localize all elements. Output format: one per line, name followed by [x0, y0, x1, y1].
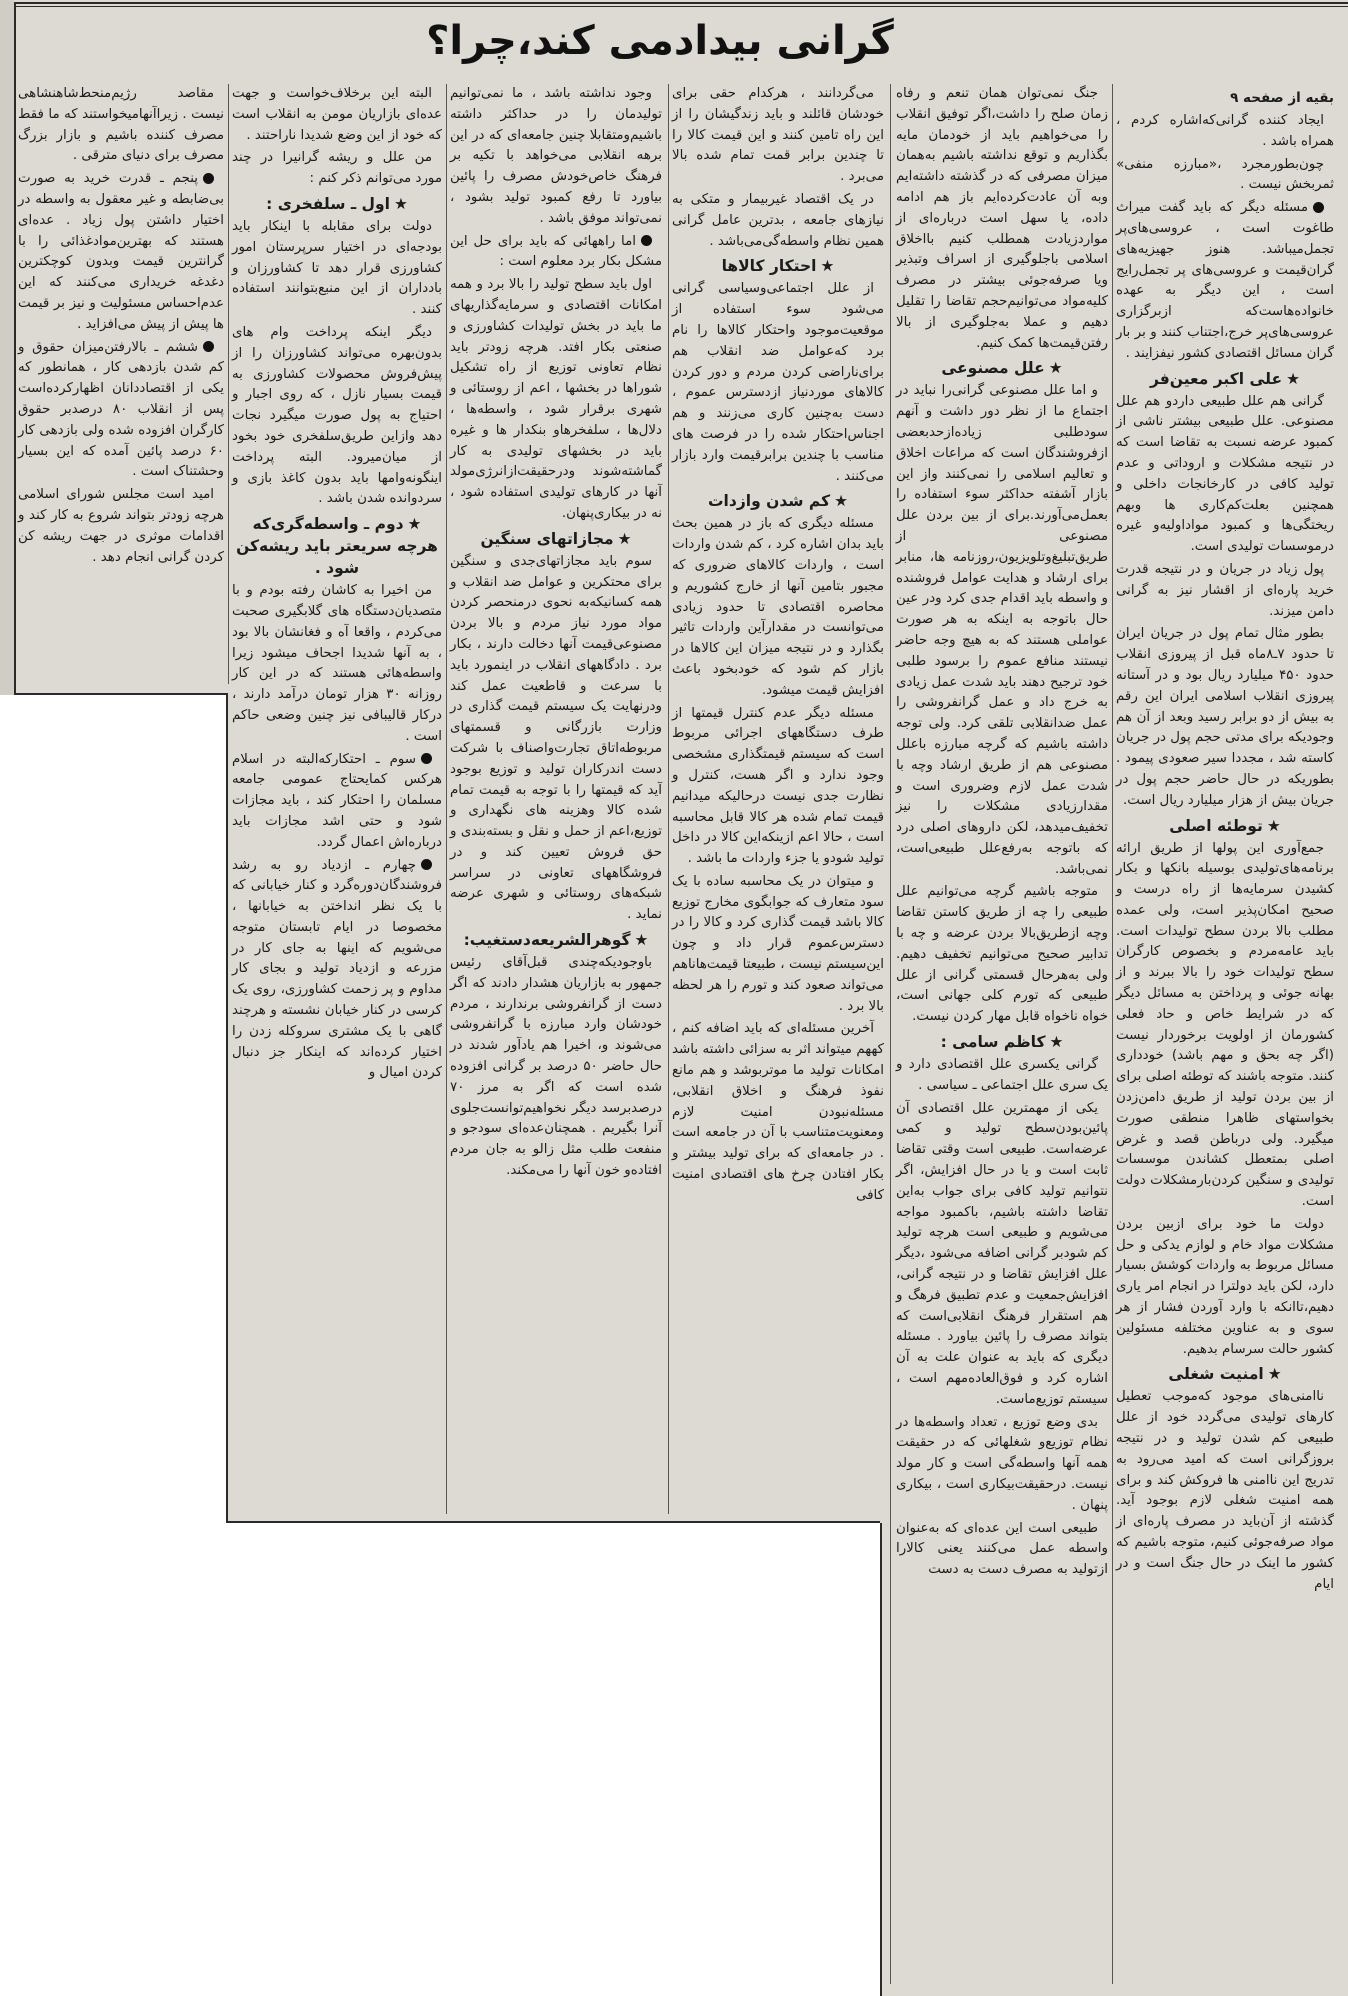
- paragraph: سوم باید مجازاتهای‌جدی و سنگین برای محتکرین و عوامل ضد انقلاب و همه کسانیکه‌به نحوی درمنحصر کردن مواد مورد نیاز مردم و بالا بردن مصنوعی‌قیمت آنها دخالت دارند ، بکار برد . دادگاههای انقلاب در اینمورد باید با سرعت و قاطعیت عمل کند ودرنهایت یک سیستم قیمت گذاری در وزارت بازرگانی و قسمتهای مربوطه‌اتاق تجارت‌و‌اصناف با شرکت دست اندرکاران تولید و توزیع بوجود آید که قیمتها را با توجه به قیمت تمام شده کالا وهزینه های نگهداری و توزیع،اعم از حمل و نقل و بسته‌بندی و حق فروش تعیین کند و در فروشگاههای تعاونی در سراسر شبکه‌های روستائی و شهری عرضه نماید .: [450, 553, 662, 923]
- paragraph: می‌گردانند ، هرکدام حقی برای خودشان قائلند و باید زندگیشان را از این راه تامین کنند و این قیمت کالا را تا چندین برابر قمت تمام شده بالا می‌برد .: [672, 86, 884, 185]
- bullet-icon: [421, 753, 432, 764]
- star-icon: ★: [820, 257, 835, 276]
- star-icon: ★: [1048, 359, 1063, 378]
- bullet-paragraph: [450, 232, 662, 274]
- paragraph: بطور مثال تمام پول در جریان ایران تا حدود ۷ـ۸ماه قبل از پیروزی انقلاب حدود ۴۵۰ میلیارد ریال بود و در آستانه پیروزی انقلاب اسلامی ایران این رقم به بیش از دو برابر رسید وبعد از آن هم وجودیکه برای مدتی حجم پول در جریان کاسته شد ، مجددا سیر صعودی پیمود . بطوریکه در حال حاضر حجم پول در جریان بیش از هزار میلیارد ریال است.: [1116, 626, 1334, 808]
- paragraph: مقاصد رژیم‌منحط‌شاهنشاهی نیست . زیراآنهامیخواستند که ما فقط مصرف کننده باشیم و بازار بزرگ مصرف برای دنیای مترقی .: [18, 86, 224, 164]
- paragraph: در یک اقتصاد غیربیمار و متکی به نیازهای جامعه ، بدترین عامل گرانی همین نظام واسطه‌گی‌می‌باشد .: [672, 191, 884, 249]
- paragraph: وجود نداشته باشد ، ما نمی‌توانیم تولیدمان را در حداکثر داشته باشیم‌ومتقابلا چنین جامعه‌ای که در این برهه انقلابی می‌خواهد با تکیه بر فرهنگ خاص‌خودش مصرف را پائین بیاورد تا رفع کمبود تولید بشود ، نمی‌تواند موفق باشد .: [450, 86, 662, 226]
- star-icon: ★: [617, 529, 632, 548]
- section-heading-text: علل مصنوعی: [941, 359, 1045, 378]
- paragraph: متوجه باشیم گرچه می‌توانیم علل طبیعی را چه از طریق کاستن تقاضا وچه ازطریق‌بالا بردن عرضه و چه با تدابیر صحیح می‌توانیم تخفیف دهیم. ولی به‌هرحال قسمتی گرانی از علل طبیعی که تورم کلی جهانی است، خواه ناخواه قابل مهار کردن نیست.: [896, 884, 1108, 1025]
- section-heading: [896, 1031, 1108, 1053]
- paragraph: چون‌بطور‌مجرد ،«مبارزه منفی» ثمربخش نیست .: [1116, 156, 1334, 193]
- section-heading: [672, 255, 884, 277]
- section-heading: [232, 513, 442, 579]
- section-heading: [1116, 1363, 1334, 1385]
- paragraph: از علل اجتماعی‌وسیاسی گرانی می‌شود سوء استفاده از موقعیت‌موجود واحتکار کالاها را نام برد که‌عوامل ضد انقلاب هم برای‌ناراضی کردن مردم و دور کردن کالاهای موردنیاز ازدسترس عموم ، دست به‌چنین کاری می‌زنند و هم اجناس‌احتکار شده را در فرصت های مناسب با چندین برابرقیمت وارد بازار می‌کنند .: [672, 281, 884, 484]
- bullet-paragraph: [232, 856, 442, 1085]
- bullet-icon: [203, 173, 214, 184]
- paragraph: جمع‌آوری این پولها از طریق ارائه برنامه‌های‌تولیدی بوسیله بانکها و بکار کشیدن سرمایه‌ها از راه درست و صحیح امکان‌پذیر است، ولی عمده مطلب بالا بردن سطح تولیدات است. باید عامه‌مردم و بخصوص کارگران سطح تولیدات خود را بالا ببرند و از بهانه جوئی و پرداختن به مسائل دیگر که در شرایط خاص و حاد فعلی کشورمان از اولویت برخوردار نیست (اگر چه بحق و مهم باشد) خودداری کنند. متوجه باشند که توطئه اصلی برای از بین بردن تولید از طریق دامن‌زدن بخواستهای ظاهرا منطقی صورت میگیرد. ولی درباطن قصد و غرض اصلی بمتعطل کشاندن موسسات تولیدی و سنگین کردن‌بار‌مشکلات دولت است.: [1116, 840, 1334, 1210]
- paragraph: طبیعی است این عده‌ای که به‌عنوان واسطه عمل می‌کنند یعنی کالارا ازتولید به مصرف دست به دست: [896, 1520, 1108, 1578]
- clipping-edge-strip: [0, 0, 14, 695]
- section-heading-text: احتکار کالاها: [721, 257, 817, 276]
- star-icon: ★: [1286, 369, 1300, 388]
- paragraph-text: اما راههائی که باید برای حل این مشکل بکار برد معلوم است :: [450, 233, 662, 270]
- paragraph: امید است مجلس شورای اسلامی هرچه زودتر بتواند شروع به کار کند و اقدامات موثری در جهت ریشه کن کردن گرانی انجام دهد .: [18, 487, 224, 565]
- column-5: [232, 84, 442, 1081]
- article-headline: گرانی بیدادمی کند،چرا؟: [426, 18, 894, 64]
- star-icon: ★: [1266, 816, 1281, 835]
- paragraph: من علل و ریشه گرانیرا در چند مورد می‌توانم ذکر کنم :: [232, 150, 442, 187]
- paragraph: جنگ نمی‌توان همان تنعم و رفاه زمان صلح را داشت،اگر توفیق انقلاب را می‌خواهیم باید از خودمان مایه بگذاریم و توقع نداشته باشیم به‌همان میزان مصرفی که در گذشته داشته‌ایم وبه آن عادت‌کرده‌ایم باز هم ادامه داده، یا سهل است درباره‌ای از مواردزیادت همطلب کنیم بااخلاق اسلامی باجلوگیری از اسراف وتبذیر ویا صرفه‌جوئی بیشتر در مصرف کلیه‌مواد می‌توانیم‌حجم تقاضا را تقلیل دهیم و عملا به‌جلوگیری از بالا رفتن‌قیمت‌ها کمک کنیم.: [896, 86, 1108, 351]
- paragraph: پول زیاد در جریان و در نتیجه قدرت خرید پاره‌ای از اقشار نیز به گرانی دامن میزند.: [1116, 561, 1334, 619]
- column-separator: [668, 84, 669, 1514]
- column-separator: [1112, 84, 1113, 1984]
- paragraph: یکی از مهمترین علل اقتصادی آن پائین‌بودن‌سطح تولید و کمی عرضه‌است. طبیعی است وقتی تقاضا ثابت است و یا در حال افزایش، اگر نتوانیم تولید کافی برای جواب به‌این تقاضا داشته باشیم، باکمبود مواجه می‌شویم و طبیعی است هرچه تولید کم شود‌بر گرانی اضافه می‌شود ،دیگر علل افزایش تقاضا و در نتیجه گرانی، افزایش‌جمعیت و عدم تطبیق فرهگ و هم استقرار فرهنگ انقلابی‌است که بتواند مصرف را پائین بیاورد . مسئله دیگری که باید به عنوان علت به آن اشاره کرد و فوق‌العاده‌مهم است ، سیستم توزیع‌ماست.: [896, 1100, 1108, 1407]
- bullet-paragraph: [18, 169, 224, 335]
- section-heading-text: اول ـ سلفخری :: [266, 194, 390, 213]
- section-heading-text: کاظم سامی :: [940, 1033, 1046, 1052]
- star-icon: ★: [407, 515, 422, 534]
- section-heading: [672, 490, 884, 512]
- bottom-rule-col6: [14, 693, 228, 695]
- bullet-icon: [1313, 202, 1324, 213]
- column-1: [1116, 84, 1334, 1994]
- column-separator: [890, 84, 891, 1984]
- column-separator: [228, 84, 229, 684]
- bullet-icon: [203, 341, 214, 352]
- bullet-paragraph: [18, 338, 224, 484]
- paragraph-text: سوم ـ احتکار‌که‌البته در اسلام هرکس کمایحتاج عمومی جامعه مسلمان را احتکار کند ، باید مجازات شود و حتی اشد مجازات باید درباره‌اش اعمال گردد.: [232, 751, 442, 850]
- paragraph: البته این برخلاف‌خواست و جهت عده‌ای بازاریان مومن به انقلاب است که خود از این وضع شدیدا ناراحتند .: [232, 86, 442, 143]
- column-6: [18, 84, 224, 684]
- section-heading-text: گوهرالشریعه‌دستغیب:: [463, 931, 631, 950]
- paragraph-text: ششم ـ بالارفتن‌میزان حقوق و کم شدن بازدهی کار ، همانطور که یکی از اقتصاددانان اظهارکرده‌است پس از انقلاب ۸۰ درصدبر حقوق کارگران افزوده شده ولی بازدهی کار ۶۰ درصد پائین آمده که این بسیار وحشتناک است .: [18, 339, 224, 480]
- paragraph-text: مسئله دیگر که باید گفت میراث طاغوت است ، عروسی‌های‌پر تجمل‌میباشد. هنوز جهیزیه‌های گران‌قیمت و عروسی‌های پر تجمل‌رایج است ، این دیگر به عهده خانواده‌هاست‌که ازبرگزاری عروسی‌های‌پر خرج،اجتناب کنند و بر بار گران مسائل اقتصادی کشور نیفزایند .: [1116, 200, 1334, 361]
- paragraph: و میتوان در یک محاسبه ساده با یک سود متعارف که جوابگوی مخارج توزیع کالا باشد قیمت گذاری کرد و کالا را در دسترس‌عموم قرار داد و چون این‌سیستم نیست ، طبیعتا قیمت‌هاناهم می‌تواند صعود کند و تورم را هر لحظه بالا برد .: [672, 873, 884, 1014]
- paragraph: گرانی یکسری علل اقتصادی دارد و یک سری علل اجتماعی ـ سیاسی .: [896, 1057, 1108, 1093]
- paragraph-text: پنجم ـ قدرت خرید به صورت بی‌ضابطه و غیر معقول به واسطه در اختیار داشتن پول زیاد . عده‌ای هستند که بهترین‌مواد‌غذائی را با گرانترین قیمت وبدون کوچکترین دغدغه خریداری می‌کنند که این عدم‌احساس مسئولیت و نیز بر قیمت ها پیش از پیش می‌افزاید .: [18, 171, 224, 332]
- section-heading: [896, 357, 1108, 379]
- bullet-paragraph: [232, 750, 442, 854]
- section-heading: [450, 528, 662, 550]
- paragraph: اول باید سطح تولید را بالا برد و همه امکانات اقتصادی و سرمایه‌گذاریهای ما باید در بخش تولیدات کشاورزی و صنعتی بکار افتد. هرچه زودتر باید نظام تعاونی توزیع از راه تشکیل شوراها در بخشها ، اعم از روستائی و شهری برقرار شود ، واسطه‌ها ، دلال‌ها ، سلفخرها‌و بنکدار ها و غیره باید در بخشهای تولیدی به کار گماشته‌شوند و‌درحقیقت‌ازانرژی‌مولد آنها در کارهای تولیدی استفاده شود ، نه در بیکاری‌پنهان.: [450, 277, 662, 521]
- top-rule-thin: [14, 6, 1348, 7]
- paragraph: آخرین مسئله‌ای که باید اضافه کنم ، کههم میتواند اثر به سزائی داشته باشد امکانات تولید ما موتربوشد و هم مانع نفوذ فرهنگ و اخلاق انقلابی، مسئله‌نبودن امنیت لازم ومعنویت‌متناسب با آن در جامعه است . در جامعه‌ای که برای تولید بیشتر و بکار افتادن چرخ های اقتصادی امنیت کافی: [672, 1021, 884, 1203]
- section-heading: [232, 193, 442, 215]
- paragraph: باوجودیکه‌چندی قبل‌آقای رئیس جمهور به بازاریان هشدار دادند که اگر دست از گرانفروشی برندارند ، مردم خودشان وارد مبارزه با گرانفروشی می‌شوند و، اخیرا هم یادآور شدند در حال حاضر ۵۰ درصد بر گرانی افزوده شده است که اگر به مرز ۷۰ درصد‌برسد دیگر نخواهیم‌توانست‌جلوی آنرا بگیریم . همچنان‌عده‌ای سودجو و منفعت طلب مثل زالو به جان مردم افتاده‌و خون آنها را می‌مکند.: [450, 955, 662, 1179]
- paragraph: ایجاد کننده گرانی‌که‌اشاره کردم ، همراه باشد .: [1116, 113, 1334, 149]
- star-icon: ★: [634, 931, 649, 950]
- star-icon: ★: [1049, 1033, 1064, 1052]
- paragraph: من اخیرا به کاشان رفته بودم و با متصدیان‌دستگاه های گلابگیری صحبت می‌کردم ، واقعا آه و فغانشان بالا بود ، به آنها شدیدا اجحاف میشود زیرا واسطه‌هائی هستند که در این کار روزانه ۳۰ هزار تومان درآمد دارند ، درکار قالیبافی نیز چنین وضعی حاکم است .: [232, 583, 442, 744]
- paragraph: ناامنی‌های موجود که‌موجب تعطیل کارهای تولیدی می‌گردد خود از علل طبیعی کم شدن تولید و در نتیجه بروزگرانی است که امید می‌رود به تدریج این ناامنی ها فروکش کند و برای همه امنیت شغلی لازم بوجود آید. گذشته از آن‌باید در مصرف پاره‌ای از مواد صرفه‌جوئی کنیم، متوجه باشیم که کشور ما اینک در حال جنگ است و در ایام: [1116, 1389, 1334, 1592]
- paragraph: دیگر اینکه پرداخت وام های بدون‌بهره می‌تواند کشاورزان را از پیش‌فروش محصولات کشاورزی به قیمت بسیار نازل ، که روی اجبار و احتیاج به پول صورت میگیرد نجات دهد وازاین طریق‌سلفخری خود بخود از میان‌میرود. البته پرداخت اینگونه‌وامها باید بدون کاغذ بازی و سردوانده شدن باشد .: [232, 324, 442, 507]
- paragraph: دولت برای مقابله با اینکار باید بودجه‌ای در اختیار سرپرستان امور کشاورزی قرار دهد تا کشاورزان و بادداران از این منبع‌بتوانند استفاده کنند .: [232, 218, 442, 318]
- left-border-mid: [226, 695, 228, 1523]
- star-icon: ★: [1267, 1365, 1282, 1384]
- paragraph: گرانی هم علل طبیعی داردو هم علل مصنوعی. علل طبیعی بیشتر ناشی از کمبود عرضه نسبت به تقاضا است که در نتیجه مشکلات و اروداتی و عدم تولید کافی در کارخانجات داخلی و همچنین بعلت‌کم‌کاری ها وبهم ریختگی‌ها و کمبود موادا‌ولیه‌و غیره درموسسات تولیدی است.: [1116, 393, 1334, 555]
- section-heading-text: توطئه اصلی: [1169, 816, 1263, 835]
- section-heading: [1116, 815, 1334, 837]
- top-rule: [14, 2, 1348, 4]
- bullet-icon: [421, 859, 432, 870]
- star-icon: ★: [834, 492, 848, 511]
- paragraph: مسئله دیگر عدم کنترل قیمتها از طرف دستگاههای اجرائی مربوط است که سیستم قیمتگذاری مشخصی وجود ندارد و اگر هست، کنترل و نظارت جدی نیست درحالیکه میدانیم قیمت تمام شده هر کالا قابل محاسبه است ، حالا اعم ازینکه‌این کالا در داخل تولید شودو یا جزء واردات ما باشد .: [672, 705, 884, 867]
- paragraph: و اما علل مصنوعی گرانی‌را نباید در اجتماع ما از نظر دور داشت و آنهم سودطلبی زیاده‌ازحدبعضی ازفروشندگان است که مراعات اخلاق و تعالیم اسلامی را نمی‌کنند واز این بازار آشفته حداکثر سوء استفاده را بعمل‌می‌آورند.برای از بین بردن علل مصنوعی از طریق‌تبلیغ‌و‌تلویزیون،روزنامه ها، منابر برای ارشاد و هدایت عوامل فروشنده و واسطه باید اقدام جدی کرد ودر عین حال باتوجه به اینکه به هر صورت عواملی هستند که به هیچ وجه حاضر نیستند منافع عموم را برسود طلبی خود ترجیح دهند باید شدت عمل زیادی به خرج داد و عمل گرانفروشی را عمل ضدانقلابی تلقی کرد. ولی توجه داشته باشیم که گرچه مبارزه باعلل مصنوعی هم از طریق ارشاد وچه با شدت عمل لازم وضروری است و مقدارزیادی مشکلات را نیز تخفیف‌میدهد، لکن داروهای اصلی درد که باتوجه به‌رفع‌علل طبیعی‌است، نمی‌باشد.: [896, 383, 1108, 877]
- column-4: [450, 84, 662, 1524]
- section-heading: [450, 929, 662, 951]
- bullet-icon: [641, 235, 652, 246]
- section-heading-text: دوم ـ واسطه‌گری‌که هرچه سریعتر باید ریشه‌کن شود .: [236, 515, 438, 578]
- left-border: [14, 2, 16, 695]
- section-heading-text: علی اکبر معین‌فر: [1149, 369, 1283, 388]
- star-icon: ★: [393, 194, 408, 213]
- paragraph: مسئله دیگری که باز در همین بحث باید بدان اشاره کرد ، کم شدن واردات است ، واردات کالاهای ضروری که مجبور بتامین آنها از خارج کشوریم و محاصره اقتصادی تا حدود زیادی می‌توانست در مقدارآین واردات تاثیر بگذارد و در نتیجه میزان این کالاها در بازار کم شود که خودبخود باعث افزایش قیمت میشود.: [672, 516, 884, 698]
- left-border-low: [880, 1523, 882, 1996]
- section-heading-text: امنیت شغلی: [1168, 1365, 1264, 1384]
- paragraph: دولت ما خود برای ازبین بردن مشکلات مواد خام و لوازم یدکی و حل مسائل مربوط به واردات کوشش بسیار دارد، لکن باید دولترا در انجام امر یاری دهیم،تاانکه با وارد آوردن فشار از هر سوی و به عناوین مختلفه مسئولین کشور حالت سرسام بدهیم.: [1116, 1216, 1334, 1357]
- paragraph: بدی وضع توزیع ، تعداد واسطه‌ها در نظام توزیع‌و شغلهائی که در حقیقت همه آنها واسطه‌گی است و کار مولد نیست. درحقیقت‌بیکاری است ، بیکاری پنهان .: [896, 1414, 1108, 1513]
- section-heading-text: کم شدن وازدات: [707, 492, 831, 511]
- continued-from-kicker: بقیه از صفحه ۹: [1230, 90, 1334, 106]
- section-heading: [1116, 368, 1334, 390]
- column-3: [672, 84, 884, 1524]
- bullet-paragraph: [1116, 198, 1334, 364]
- paragraph-text: چهارم ـ ازدیاد رو به رشد فروشندگان‌دوره‌گرد و کنار خیابانی که با یک نظر انداختن به خیابانها ، مخصوصا در ایام تابستان متوجه می‌شویم که اینها به جای کار در مزرعه و ازدیاد تولید و بجای کار مداوم و پر زحمت کشاورزی، روی یک کرسی در کنار خیابان نشسته و هرچند گاهی با یک مشتری سروکله زدن را اختیار کرده‌اند که اینکار جز دنبال کردن امیال و: [232, 857, 442, 1081]
- section-heading-text: مجازاتهای سنگین: [480, 529, 614, 548]
- column-separator: [446, 84, 447, 1514]
- column-2: [896, 84, 1108, 1994]
